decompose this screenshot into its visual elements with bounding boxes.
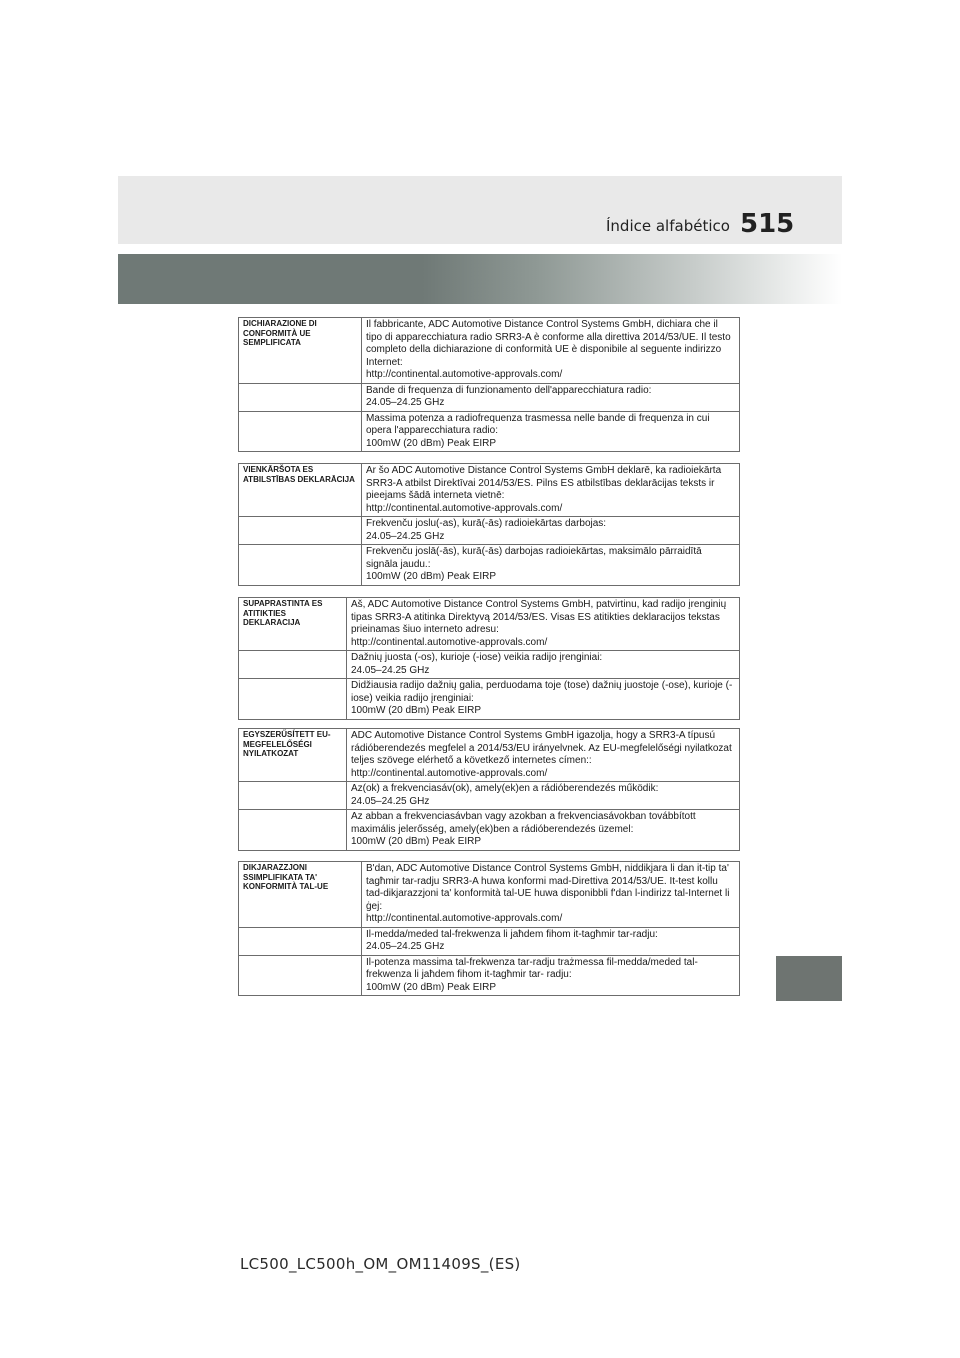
table-row [239,927,740,955]
declaration-text: Aš, ADC Automotive Distance Control Systems GmbH, patvirtinu, kad radijo įrenginių tipas SRR3-A atitinka Direktyvą 2014/53/ES. Visas ES atitikties deklaracijos tekstas prieinamas šiuo interneto adresu: http://continental.automotive-approvals.com/ [347,598,740,651]
empty-cell [239,927,362,955]
empty-cell [239,651,347,679]
frequency-band-text: Il-medda/meded tal-frekwenza li jaħdem fihom it-tagħmir tar-radju: 24.05–24.25 GHz [362,927,740,955]
empty-cell [239,411,362,452]
table-row [239,810,740,851]
max-power-text: Frekvenču joslā(-ās), kurā(-ās) darbojas radioiekārtas, maksimālo pārraidītā signāla jaudu.: 100mW (20 dBm) Peak EIRP [362,545,740,586]
empty-cell [239,679,347,720]
table-row [239,729,740,782]
empty-cell [239,545,362,586]
section-title: Índice alfabético [606,217,730,235]
max-power-text: Az abban a frekvenciasávban vagy azokban a frekvenciasávokban továbbított maximális jelerősség, amely(ek)ben a rádióberendezés üzemel: 100mW (20 dBm) Peak EIRP [347,810,740,851]
declaration-table-hungarian [238,728,740,851]
table-row [239,318,740,384]
document-footer-code: LC500_LC500h_OM_OM11409S_(ES) [240,1255,521,1273]
empty-cell [239,810,347,851]
table-row [239,383,740,411]
chapter-tab [776,956,842,1001]
declaration-label: DIKJARAZZJONI SSIMPLIFIKATA TA' KONFORMITÀ TAL-UE [239,862,362,928]
declaration-text: Il fabbricante, ADC Automotive Distance Control Systems GmbH, dichiara che il tipo di apparecchiatura radio SRR3-A è conforme alla direttiva 2014/53/UE. Il testo completo della dichiarazione di conformità UE è disponibile al seguente indirizzo Internet: http://continental.automotive-approvals.com/ [362,318,740,384]
empty-cell [239,383,362,411]
declaration-text: B'dan, ADC Automotive Distance Control Systems GmbH, niddikjara li dan it-tip ta' tagħmir tar-radju SRR3-A huwa konformi mad-Direttiva 2014/53/UE. It-test kollu tad-dikjarazzjoni ta' konformità tal-UE huwa disponibbli f'dan l-indirizz tal-Internet li ġej: http://continental.automotive-approvals.com/ [362,862,740,928]
section-banner [118,254,842,304]
declaration-table-lithuanian [238,597,740,720]
declaration-label: VIENKĀRŠOTA ES ATBILSTĪBAS DEKLARĀCIJA [239,464,362,517]
frequency-band-text: Frekvenču joslu(-as), kurā(-ās) radioiekārtas darbojas: 24.05–24.25 GHz [362,517,740,545]
declaration-label: SUPAPRASTINTA ES ATITIKTIES DEKLARACIJA [239,598,347,651]
declaration-table-latvian [238,463,740,586]
frequency-band-text: Az(ok) a frekvenciasáv(ok), amely(ek)en a rádióberendezés működik: 24.05–24.25 GHz [347,782,740,810]
empty-cell [239,955,362,996]
table-row [239,598,740,651]
declaration-table-maltese [238,861,740,996]
declaration-text: Ar šo ADC Automotive Distance Control Systems GmbH deklarē, ka radioiekārta SRR3-A atbilst Direktīvai 2014/53/ES. Pilns ES atbilstības deklarācijas teksts ir pieejams šādā interneta vietnē: http://continental.automotive-approvals.com/ [362,464,740,517]
empty-cell [239,782,347,810]
table-row [239,782,740,810]
table-row [239,411,740,452]
declaration-table-italian [238,317,740,452]
table-row [239,862,740,928]
table-row [239,464,740,517]
max-power-text: Didžiausia radijo dažnių galia, perduodama toje (tose) dažnių juostoje (-ose), kurioje (-iose) veikia radijo įrenginiai: 100mW (20 dBm) Peak EIRP [347,679,740,720]
frequency-band-text: Dažnių juosta (-os), kurioje (-iose) veikia radijo įrenginiai: 24.05–24.25 GHz [347,651,740,679]
table-row [239,545,740,586]
table-row [239,679,740,720]
frequency-band-text: Bande di frequenza di funzionamento dell'apparecchiatura radio: 24.05–24.25 GHz [362,383,740,411]
max-power-text: Il-potenza massima tal-frekwenza tar-radju trażmessa fil-medda/meded tal-frekwenza li jaħdem fihom it-tagħmir tar- radju: 100mW (20 dBm) Peak EIRP [362,955,740,996]
table-row [239,517,740,545]
table-row [239,955,740,996]
table-row [239,651,740,679]
declaration-label: EGYSZERŰSÍTETT EU-MEGFELELŐSÉGI NYILATKOZAT [239,729,347,782]
declaration-label: DICHIARAZIONE DI CONFORMITÀ UE SEMPLIFICATA [239,318,362,384]
page-header-band [118,176,842,244]
declaration-text: ADC Automotive Distance Control Systems GmbH igazolja, hogy a SRR3-A típusú rádióberendezés megfelel a 2014/53/EU irányelvnek. Az EU-megfelelőségi nyilatkozat teljes szövege elérhető a következő internetes címen:: http://continental.automotive-approvals.com/ [347,729,740,782]
page-number: 515 [740,209,795,239]
max-power-text: Massima potenza a radiofrequenza trasmessa nelle bande di frequenza in cui opera l'apparecchiatura radio: 100mW (20 dBm) Peak EIRP [362,411,740,452]
empty-cell [239,517,362,545]
